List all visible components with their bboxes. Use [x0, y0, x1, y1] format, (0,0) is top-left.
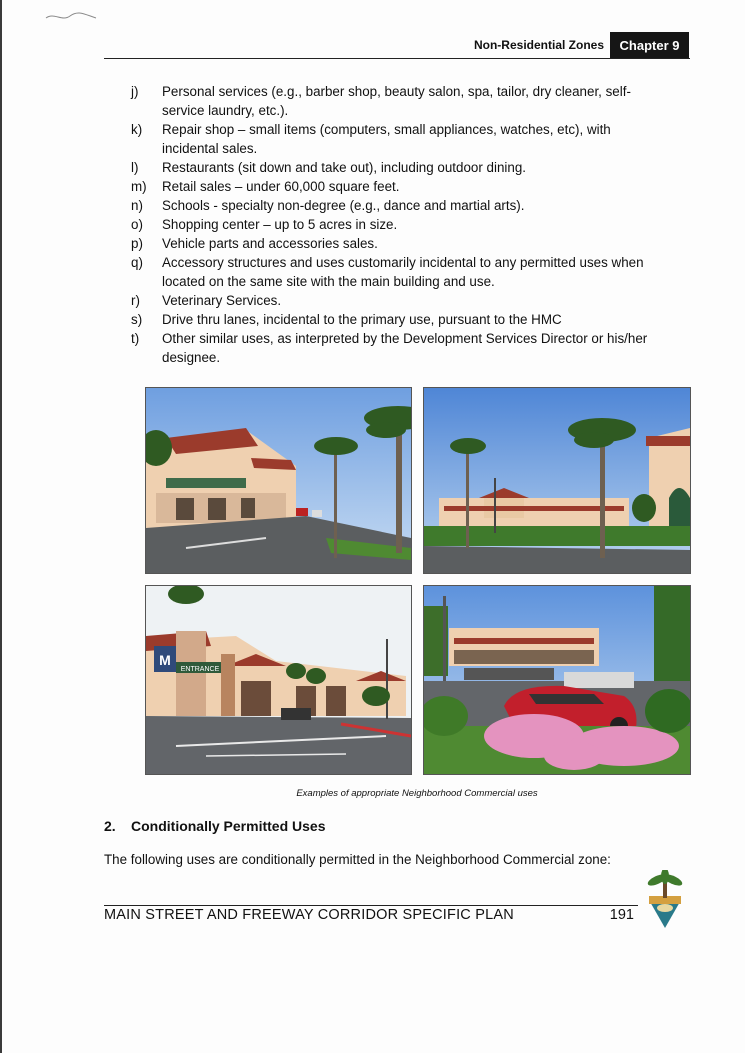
section-title: Conditionally Permitted Uses — [131, 818, 326, 834]
list-item — [131, 215, 671, 234]
item-marker: l) — [131, 160, 139, 175]
photo-shopping-center-street — [145, 387, 412, 574]
photo-palm-plaza — [423, 387, 691, 574]
item-text: Vehicle parts and accessories sales. — [162, 236, 378, 251]
item-marker: k) — [131, 122, 143, 137]
item-marker: m) — [131, 179, 147, 194]
page-number: 191 — [609, 907, 634, 923]
city-emblem-icon — [643, 870, 687, 930]
item-marker: o) — [131, 217, 143, 232]
footer-title: MAIN STREET AND FREEWAY CORRIDOR SPECIFIC PLAN — [104, 907, 514, 923]
item-text: Other similar uses, as interpreted by the Development Services Director or his/her designee. — [162, 331, 648, 365]
section-intro: The following uses are conditionally permitted in the Neighborhood Commercial zone: — [104, 852, 611, 867]
permitted-uses-list — [131, 82, 671, 367]
list-item — [131, 196, 671, 215]
item-text: Drive thru lanes, incidental to the primary use, pursuant to the HMC — [162, 312, 562, 327]
list-item — [131, 82, 671, 120]
item-marker: t) — [131, 331, 140, 346]
section-heading — [104, 818, 325, 834]
section-label: Non-Residential Zones — [473, 38, 604, 52]
header-rule — [104, 58, 690, 59]
list-item — [131, 329, 671, 367]
item-marker: s) — [131, 312, 143, 327]
item-marker: q) — [131, 255, 143, 270]
list-item — [131, 234, 671, 253]
item-marker: p) — [131, 236, 143, 251]
item-marker: j) — [131, 84, 139, 99]
chapter-tab: Chapter 9 — [610, 32, 689, 59]
scan-mark — [44, 6, 98, 26]
section-number: 2. — [104, 818, 116, 834]
list-item — [131, 253, 671, 291]
figure-caption: Examples of appropriate Neighborhood Commercial uses — [296, 788, 538, 799]
item-text: Restaurants (sit down and take out), including outdoor dining. — [162, 160, 526, 175]
page-edge — [0, 0, 2, 1053]
item-text: Accessory structures and uses customarily incidental to any permitted uses when located on the same site with the main building and use. — [162, 255, 644, 289]
item-text: Veterinary Services. — [162, 293, 282, 308]
item-text: Schools - specialty non-degree (e.g., dance and martial arts). — [162, 198, 525, 213]
list-item — [131, 291, 671, 310]
list-item — [131, 158, 671, 177]
photo-parking-azaleas — [423, 585, 691, 775]
footer-rule — [104, 905, 638, 906]
photo-entrance-center — [145, 585, 412, 775]
entrance-sign: ENTRANCE — [180, 666, 220, 673]
list-item — [131, 177, 671, 196]
item-marker: r) — [131, 293, 140, 308]
item-text: Retail sales – under 60,000 square feet. — [162, 179, 400, 194]
item-text: Shopping center – up to 5 acres in size. — [162, 217, 398, 232]
item-text: Personal services (e.g., barber shop, beauty salon, spa, tailor, dry cleaner, self-service laundry, etc.). — [162, 84, 631, 118]
mall-sign-letter: M — [159, 652, 171, 668]
item-text: Repair shop – small items (computers, small appliances, watches, etc), with incidental sales. — [162, 122, 611, 156]
list-item — [131, 120, 671, 158]
item-marker: n) — [131, 198, 143, 213]
list-item — [131, 310, 671, 329]
